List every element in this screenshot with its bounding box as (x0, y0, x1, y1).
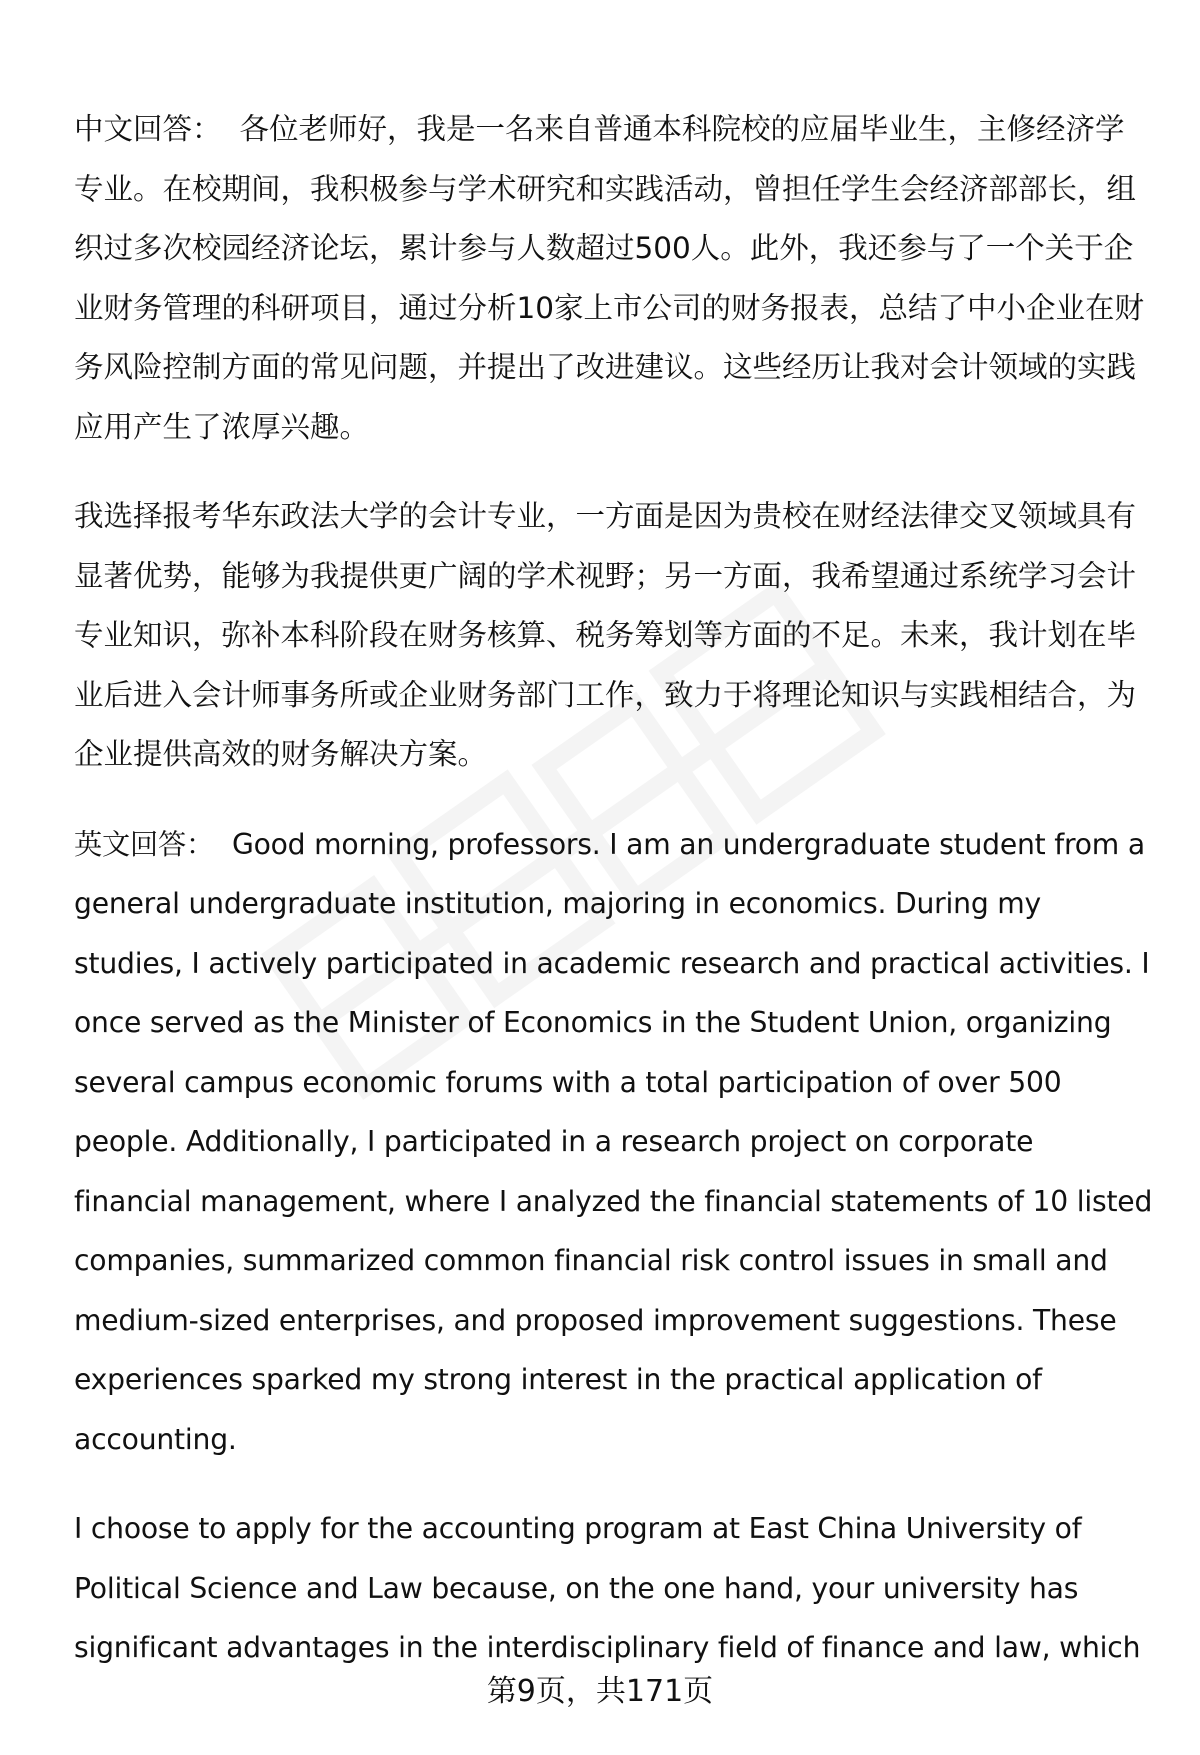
paragraph-text: 各位老师好，我是一名来自普通本科院校的应届毕业生，主修经济学专业。在校期间，我积极参与学术研究和实践活动，曾担任学生会经济部部长，组织过多次校园经济论坛，累计参与人数超过500人。此外，我还参与了一个关于企业财务管理的科研项目，通过分析10家上市公司的财务报表，总结了中小企业在财务风险控制方面的常见问题，并提出了改进建议。这些经历让我对会计领域的实践应用产生了浓厚兴趣。 (74, 112, 1145, 444)
paragraph-english-answer-1 (74, 815, 1154, 1470)
paragraph-text: Good morning, professors. I am an undergraduate student from a general undergraduate institution, majoring in economics. During my studies, I actively participated in academic research and practical activities. I once served as the Minister of Economics in the Student Union, organizing several campus economic forums with a total participation of over 500 people. Additionally, I participated in a research project on corporate financial management, where I analyzed the financial statements of 10 listed companies, summarized common financial risk control issues in small and medium-sized enterprises, and proposed improvement suggestions. These experiences sparked my strong interest in the practical application of accounting. (74, 827, 1153, 1456)
document-body (74, 100, 1154, 1678)
paragraph-text: 我选择报考华东政法大学的会计专业，一方面是因为贵校在财经法律交叉领域具有显著优势，能够为我提供更广阔的学术视野；另一方面，我希望通过系统学习会计专业知识，弥补本科阶段在财务核算、税务筹划等方面的不足。未来，我计划在毕业后进入会计师事务所或企业财务部门工作，致力于将理论知识与实践相结合，为企业提供高效的财务解决方案。 (74, 499, 1137, 771)
paragraph-chinese-answer-1 (74, 100, 1154, 457)
paragraph-english-answer-2 (74, 1499, 1154, 1678)
paragraph-text: I choose to apply for the accounting program at East China University of Political Science and Law because, on the one hand, your university has significant advantages in the interdisciplinary field of finance and law, which (74, 1512, 1141, 1664)
page-indicator: 第9页，共171页 (486, 1674, 714, 1709)
english-answer-label: 英文回答： (74, 827, 214, 861)
chinese-answer-label: 中文回答： (74, 112, 222, 146)
paragraph-chinese-answer-2 (74, 487, 1154, 785)
